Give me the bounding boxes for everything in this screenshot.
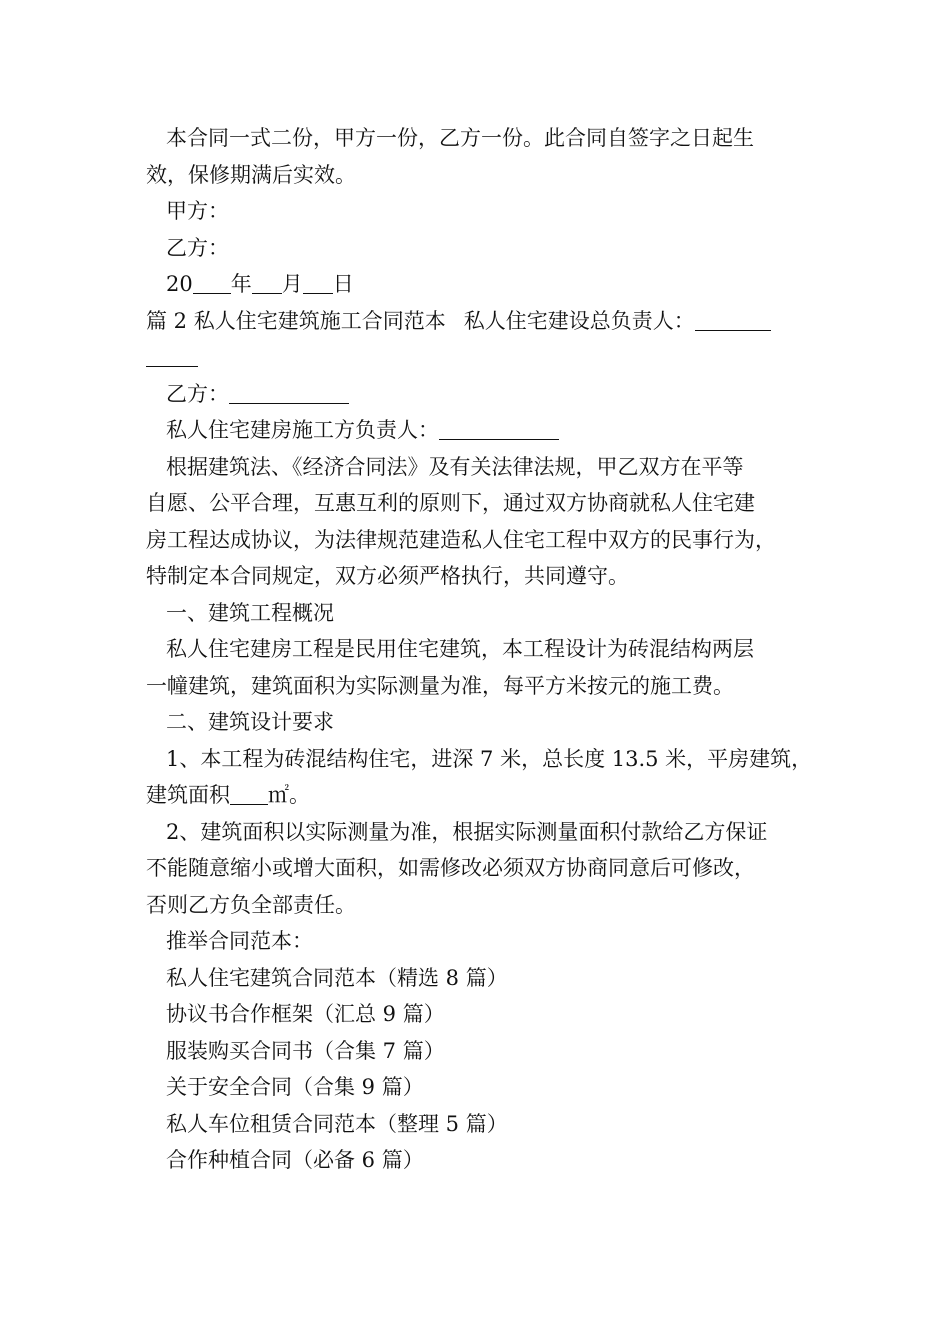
- party-b2-line: [146, 376, 812, 413]
- party-a-label: 甲方：: [166, 199, 229, 223]
- document-page: [146, 120, 812, 1179]
- paragraph-copies-line-1: 本合同一式二份，甲方一份，乙方一份。此合同自签字之日起生: [166, 126, 754, 150]
- contractor-line: [146, 412, 812, 449]
- section2-title-line: [146, 303, 812, 340]
- recommend-title: 推举合同范本：: [166, 929, 313, 953]
- date-line: [146, 266, 812, 303]
- paragraph-basis-line-2: 自愿、公平合理，互惠互利的原则下，通过双方协商就私人住宅建: [146, 491, 755, 515]
- day-blank: [303, 271, 333, 294]
- area-unit: ㎡。: [268, 783, 310, 807]
- area-blank: [230, 782, 268, 805]
- owner-blank-cont: [146, 344, 198, 367]
- area-prefix: 建筑面积: [146, 783, 230, 807]
- paragraph-basis-line-1: 根据建筑法、《经济合同法》及有关法律法规，甲乙双方在平等: [166, 454, 744, 479]
- date-day: 日: [332, 272, 354, 296]
- paragraph-overview-line-2: 一幢建筑，建筑面积为实际测量为准，每平方米按元的施工费。: [146, 673, 734, 698]
- paragraph-design2-line-3: 否则乙方负全部责任。: [146, 892, 356, 917]
- recommend-item[interactable]: 协议书合作框架（汇总 9 篇）: [166, 1002, 445, 1026]
- paragraph-basis-line-3: 房工程达成协议，为法律规范建造私人住宅工程中双方的民事行为，: [146, 527, 776, 552]
- owner-label: 私人住宅建设总负责人：: [463, 308, 695, 333]
- month-blank: [252, 271, 282, 294]
- paragraph-copies-line-2: 效，保修期满后实效。: [146, 162, 356, 187]
- paragraph-basis-line-4: 特制定本合同规定，双方必须严格执行，共同遵守。: [146, 564, 629, 588]
- paragraph-design1-line-1: 1、本工程为砖混结构住宅，进深 7 米，总长度 13.5 米，平房建筑，: [166, 746, 812, 771]
- recommend-item[interactable]: 合作种植合同（必备 6 篇）: [166, 1148, 424, 1172]
- recommend-item[interactable]: 私人车位租赁合同范本（整理 5 篇）: [166, 1111, 508, 1136]
- date-month: 月: [281, 272, 303, 296]
- recommend-item[interactable]: 服装购买合同书（合集 7 篇）: [166, 1038, 445, 1063]
- party-b2-blank: [229, 381, 349, 404]
- heading-design: 二、建筑设计要求: [166, 710, 334, 734]
- contractor-blank: [439, 417, 559, 440]
- paragraph-design2-line-1: 2、建筑面积以实际测量为准，根据实际测量面积付款给乙方保证: [166, 819, 768, 844]
- owner-blank-continuation: [146, 339, 812, 376]
- paragraph-design2-line-2: 不能随意缩小或增大面积，如需修改必须双方协商同意后可修改，: [146, 856, 755, 880]
- date-prefix: 20: [166, 272, 193, 296]
- paragraph-design1-line-2: [146, 777, 812, 814]
- recommend-item[interactable]: 私人住宅建筑合同范本（精选 8 篇）: [166, 965, 508, 990]
- recommend-item[interactable]: 关于安全合同（合集 9 篇）: [166, 1075, 424, 1099]
- date-year: 年: [230, 272, 252, 296]
- contractor-label: 私人住宅建房施工方负责人：: [166, 418, 439, 442]
- year-blank: [193, 271, 231, 294]
- owner-blank: [695, 308, 771, 331]
- heading-overview: 一、建筑工程概况: [166, 600, 334, 625]
- party-b-label: 乙方：: [166, 235, 229, 260]
- section2-title: 篇 2 私人住宅建筑施工合同范本: [146, 308, 446, 333]
- paragraph-overview-line-1: 私人住宅建房工程是民用住宅建筑，本工程设计为砖混结构两层: [166, 637, 754, 661]
- party-b2-label: 乙方：: [166, 381, 229, 406]
